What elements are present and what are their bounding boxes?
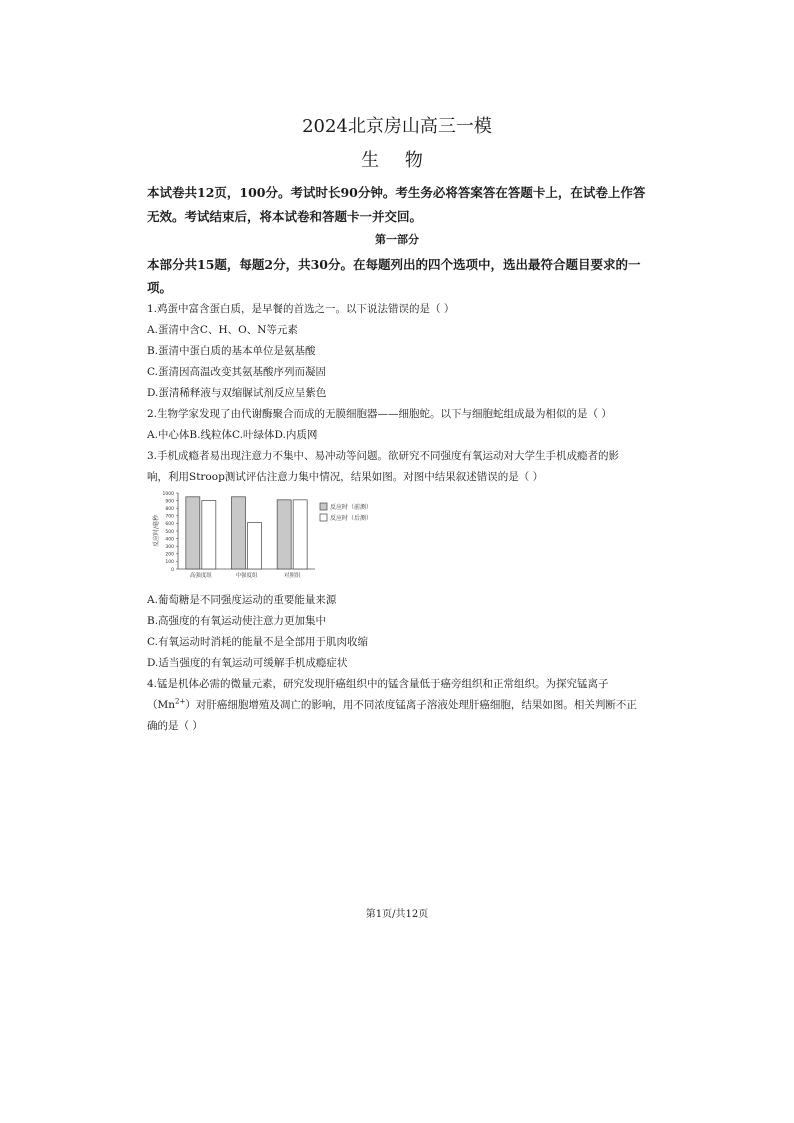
- q4-stem-3: 确的是（ ）: [147, 720, 203, 732]
- y-tick-label: 900: [165, 499, 174, 505]
- q4-stem-1: 4.锰是机体必需的微量元素，研究发现肝癌组织中的锰含量低于癌旁组织和正常组织。为探究锰离子: [147, 678, 609, 690]
- q3-stem-2: 响，利用Stroop测试评估注意力集中情况，结果如图。对图中结果叙述错误的是（ ）: [147, 471, 544, 483]
- q1-option-b: B.蛋清中蛋白质的基本单位是氨基酸: [147, 345, 316, 357]
- y-tick-label: 800: [165, 507, 174, 512]
- y-tick-label: 700: [165, 514, 174, 520]
- x-tick-label: 高强度组: [189, 573, 212, 579]
- legend-swatch: [320, 503, 327, 510]
- legend-label: 反应时（后测）: [330, 515, 373, 522]
- legend-swatch: [320, 514, 327, 521]
- q4-stem-2-sup: 2+: [175, 697, 186, 706]
- intro-line-1: 本试卷共12页，100分。考试时长90分钟。考生务必将答案答在答题卡上，在试卷上作答: [147, 185, 646, 200]
- q3-option-c: C.有氧运动时消耗的能量不是全部用于肌肉收缩: [147, 636, 368, 648]
- q3-bar-chart: [145, 485, 395, 585]
- y-tick-label: 1000: [162, 491, 174, 497]
- bar-post: [293, 500, 307, 569]
- y-tick-label: 500: [165, 529, 174, 535]
- q3-stem-1: 3.手机成瘾者易出现注意力不集中、易冲动等问题。欲研究不同强度有氧运动对大学生手机成瘾者的影: [147, 450, 620, 462]
- q1-stem: 1.鸡蛋中富含蛋白质，是早餐的首选之一。以下说法错误的是（ ）: [147, 303, 455, 315]
- part-title: 第一部分: [375, 233, 419, 246]
- q2-options: A.中心体B.线粒体C.叶绿体D.内质网: [147, 429, 318, 441]
- bar-post: [248, 523, 262, 569]
- bar-pre: [277, 500, 291, 569]
- legend-label: 反应时（前测）: [330, 504, 373, 511]
- bar-pre: [186, 497, 200, 569]
- page-footer: 第1页/共12页: [365, 909, 429, 920]
- q1-option-a: A.蛋清中含C、H、O、N等元素: [147, 324, 298, 336]
- bar-pre: [232, 497, 246, 569]
- intro-line-2: 无效。考试结束后，将本试卷和答题卡一并交回。: [147, 209, 423, 224]
- y-tick-label: 100: [165, 560, 174, 566]
- x-tick-label: 对照组: [283, 573, 301, 579]
- y-tick-label: 300: [165, 545, 174, 550]
- part-instruction-1: 本部分共15题，每题2分，共30分。在每题列出的四个选项中，选出最符合题目要求的一: [147, 257, 641, 272]
- y-axis-title: 反应时/毫秒: [153, 514, 160, 548]
- q4-stem-2-post: ）对肝癌细胞增殖及凋亡的影响，用不同浓度锰离子溶液处理肝癌细胞，结果如图。相关判断不正: [185, 699, 637, 711]
- q3-option-a: A.葡萄糖是不同强度运动的重要能量来源: [147, 594, 337, 606]
- subject-title: 生 物: [361, 150, 433, 171]
- x-tick-label: 中强度组: [235, 573, 258, 579]
- exam-title: 2024北京房山高三一模: [302, 116, 492, 137]
- q3-option-b: B.高强度的有氧运动使注意力更加集中: [147, 615, 327, 627]
- part-instruction-2: 项。: [147, 280, 173, 295]
- y-tick-label: 0: [171, 567, 174, 573]
- q1-option-d: D.蛋清稀释液与双缩脲试剂反应呈紫色: [147, 387, 327, 399]
- q1-option-c: C.蛋清因高温改变其氨基酸序列而凝固: [147, 366, 326, 378]
- y-tick-label: 200: [165, 552, 174, 558]
- q4-stem-2-pre: （Mn: [147, 699, 176, 711]
- y-tick-label: 400: [165, 537, 174, 543]
- y-tick-label: 600: [165, 522, 174, 528]
- q2-stem: 2.生物学家发现了由代谢酶聚合而成的无膜细胞器——细胞蛇。以下与细胞蛇组成最为相似的是（ ）: [147, 408, 612, 420]
- bar-post: [202, 501, 216, 569]
- q4-stem-2: [147, 697, 637, 712]
- q3-option-d: D.适当强度的有氧运动可缓解手机成瘾症状: [147, 657, 348, 669]
